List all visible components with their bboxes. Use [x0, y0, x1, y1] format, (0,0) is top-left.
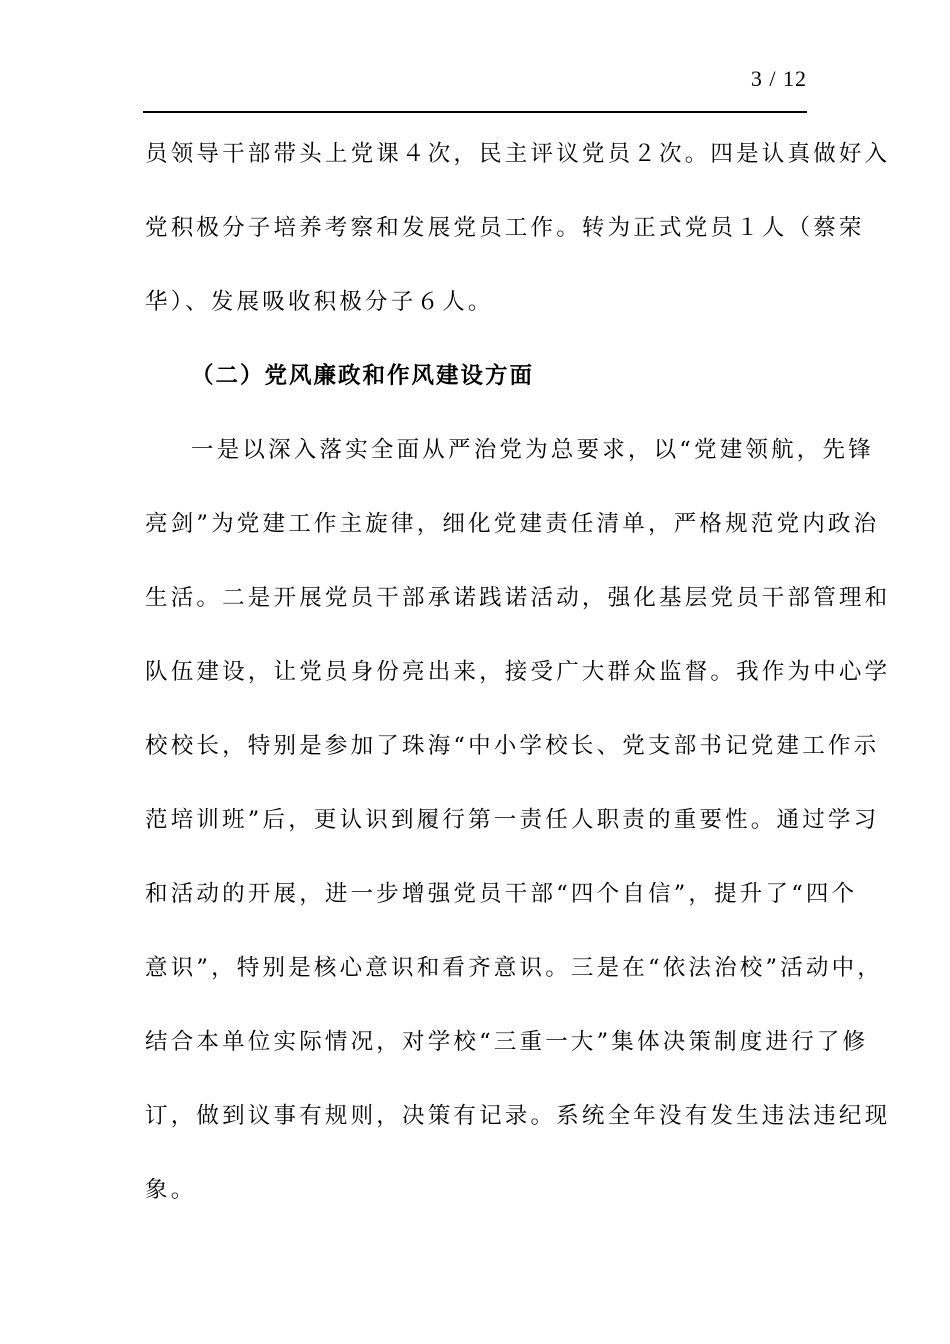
text-line: 队伍建设，让党员身份亮出来，接受广大群众监督。我作为中心学: [145, 659, 891, 685]
page-number: 3 / 12: [750, 66, 807, 91]
section-heading: （二）党风廉政和作风建设方面: [191, 363, 535, 389]
text-line: 生活。二是开展党员干部承诺践诺活动，强化基层党员干部管理和: [145, 585, 891, 611]
text-line: 结合本单位实际情况，对学校“三重一大”集体决策制度进行了修: [145, 1029, 869, 1055]
paragraph-first-line: 一是以深入落实全面从严治党为总要求，以“党建领航，先锋: [191, 437, 874, 463]
header-rule: [143, 111, 807, 113]
document-body: [145, 130, 891, 1240]
text-line: 党积极分子培养考察和发展党员工作。转为正式党员１人（蔡荣: [145, 215, 865, 241]
text-line: 象。: [145, 1177, 197, 1203]
text-line: 华）、发展吸收积极分子６人。: [145, 289, 494, 315]
text-line: 校校长，特别是参加了珠海“中小学校长、党支部书记党建工作示: [145, 733, 880, 759]
text-line: 和活动的开展，进一步增强党员干部“四个自信”，提升了“四个: [145, 881, 858, 907]
text-line: 范培训班”后，更认识到履行第一责任人职责的重要性。通过学习: [145, 807, 880, 833]
text-line: 亮剑”为党建工作主旋律，细化党建责任清单，严格规范党内政治: [145, 511, 880, 537]
text-line: 员领导干部带头上党课４次，民主评议党员２次。四是认真做好入: [145, 141, 891, 167]
text-line: 意识”，特别是核心意识和看齐意识。三是在“依法治校”活动中，: [145, 955, 884, 981]
text-line: 订，做到议事有规则，决策有记录。系统全年没有发生违法违纪现: [145, 1103, 891, 1129]
